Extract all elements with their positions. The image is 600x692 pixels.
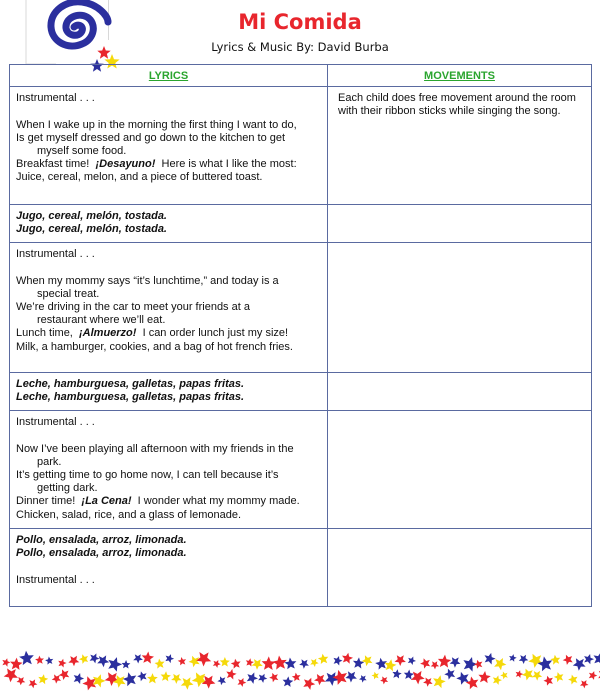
star-icon — [494, 658, 506, 670]
lyric-line: special treat. — [37, 287, 100, 300]
lyric-line: When my mommy says “it’s lunchtime,” and today is a — [16, 274, 279, 287]
star-icon — [474, 660, 483, 669]
star-icon — [269, 673, 278, 682]
star-icon — [375, 658, 387, 670]
star-icon — [395, 655, 406, 666]
star-icon — [17, 677, 26, 685]
star-icon — [431, 661, 439, 669]
star-icon — [333, 670, 348, 685]
lyric-line: Instrumental . . . — [16, 248, 95, 261]
star-icon — [408, 657, 416, 666]
star-icon — [35, 656, 44, 665]
star-icon — [563, 655, 573, 665]
table-row — [10, 87, 592, 205]
star-icon — [292, 673, 301, 682]
star-icon — [74, 673, 84, 684]
star-icon — [29, 679, 38, 688]
star-icon — [161, 671, 171, 681]
chorus-cell — [10, 205, 328, 243]
movements-column-header: MOVEMENTS — [328, 65, 592, 87]
page-title: Mi Comida — [238, 10, 362, 34]
star-icon — [217, 676, 226, 685]
star-icon — [59, 669, 70, 680]
star-icon — [345, 671, 357, 682]
star-icon — [423, 678, 433, 687]
lyric-line: Instrumental . . . — [16, 573, 95, 586]
star-icon — [334, 656, 343, 666]
star-icon — [478, 671, 490, 683]
lyric-line: Is get myself dressed and go down to the kitchen to get — [16, 131, 286, 144]
star-icon — [238, 678, 247, 687]
star-icon — [231, 659, 241, 669]
star-icon — [45, 657, 53, 665]
lyrics-cell — [10, 411, 328, 529]
star-icon — [359, 675, 367, 683]
star-icon — [303, 678, 315, 690]
star-icon — [485, 653, 496, 665]
star-icon — [433, 675, 446, 688]
star-icon — [353, 657, 364, 668]
table-row — [10, 373, 592, 411]
star-icon — [155, 659, 165, 669]
lyric-line: Instrumental . . . — [16, 416, 95, 429]
star-icon — [97, 655, 109, 667]
star-icon — [411, 671, 425, 685]
star-icon — [226, 669, 236, 680]
star-icon — [299, 659, 309, 669]
chorus-line: Leche, hamburguesa, galletas, papas fritas. — [16, 378, 245, 391]
star-icon — [544, 676, 553, 686]
lyric-line: Lunch time, ¡Almuerzo! I can order lunch just my size! — [16, 327, 289, 340]
star-icon — [10, 658, 23, 670]
star-icon — [258, 674, 267, 683]
lyrics-cell — [10, 243, 328, 373]
lyric-line: Instrumental . . . — [16, 92, 95, 105]
star-icon — [516, 670, 524, 678]
star-icon — [2, 658, 10, 667]
star-icon — [178, 657, 186, 665]
spanish-word: ¡Desayuno! — [95, 158, 156, 171]
lyrics-column-header: LYRICS — [10, 65, 328, 87]
star-icon — [310, 659, 319, 668]
chorus-cell — [10, 373, 328, 411]
movements-cell — [328, 87, 592, 205]
lyric-line: Milk, a hamburger, cookies, and a bag of hot french fries. — [16, 340, 293, 353]
star-icon — [522, 669, 534, 681]
star-icon — [79, 654, 88, 664]
star-icon — [38, 674, 48, 684]
page-subtitle: Lyrics & Music By: David Burba — [211, 40, 389, 54]
star-icon — [171, 674, 182, 684]
star-icon — [362, 655, 373, 666]
lyric-line: park. — [37, 455, 62, 468]
lyric-line: myself some food. — [37, 145, 127, 157]
table-header-row — [10, 65, 592, 87]
star-icon — [584, 654, 594, 664]
star-icon — [509, 654, 517, 662]
movements-cell — [328, 205, 592, 243]
lyric-line: Chicken, salad, rice, and a glass of lemonade. — [16, 508, 242, 521]
lyric-line: We’re driving in the car to meet your friends at a — [16, 301, 250, 313]
lyric-line: Now I’ve been playing all afternoon with my friends in the — [16, 442, 294, 455]
chorus-line: Jugo, cereal, melón, tostada. — [16, 210, 167, 223]
star-icon — [262, 656, 276, 670]
star-icon — [247, 672, 258, 684]
star-border-decoration — [0, 648, 600, 692]
star-icon — [196, 652, 211, 667]
table-row — [10, 243, 592, 373]
table-row — [10, 411, 592, 529]
star-icon — [318, 654, 328, 664]
lyric-line: getting dark. — [37, 482, 98, 495]
star-icon — [4, 668, 18, 682]
lyric-line: Breakfast time! ¡Desayuno! Here is what I like the most: — [16, 158, 297, 171]
lyric-line: It’s getting time to go home now, I can tell because it’s — [16, 469, 279, 481]
star-icon — [438, 655, 451, 668]
star-icon — [52, 674, 61, 683]
star-icon — [532, 671, 542, 681]
star-icon — [220, 657, 230, 667]
star-icon — [392, 669, 401, 678]
chorus-line: Leche, hamburguesa, galletas, papas fritas. — [16, 391, 245, 404]
star-icon — [181, 677, 194, 690]
lyric-line: restaurant where we’ll eat. — [37, 314, 166, 327]
movements-cell — [328, 373, 592, 411]
star-icon — [528, 654, 542, 668]
star-icon — [450, 657, 461, 668]
star-icon — [147, 673, 158, 683]
star-icon — [589, 671, 598, 680]
movements-cell — [328, 411, 592, 529]
star-icon — [554, 672, 564, 682]
star-icon — [372, 672, 379, 680]
star-icon — [97, 46, 110, 59]
star-icon — [283, 676, 294, 687]
table-row — [10, 205, 592, 243]
table-row — [10, 529, 592, 607]
star-icon — [444, 669, 455, 680]
chorus-line: Pollo, ensalada, arroz, limonada. — [16, 534, 187, 547]
movements-cell — [328, 529, 592, 607]
star-icon — [108, 657, 122, 672]
lyric-line: Juice, cereal, melon, and a piece of buttered toast. — [16, 171, 263, 184]
star-icon — [380, 676, 388, 684]
star-icon — [284, 658, 296, 670]
star-icon — [142, 652, 154, 664]
star-icon — [68, 656, 79, 667]
chorus-line: Pollo, ensalada, arroz, limonada. — [16, 547, 187, 560]
chorus-cell — [10, 529, 328, 607]
spanish-word: ¡La Cena! — [81, 495, 132, 508]
star-icon — [580, 680, 589, 688]
star-icon — [189, 656, 200, 667]
star-icon — [594, 652, 600, 665]
star-icon — [58, 659, 66, 668]
song-table — [9, 64, 592, 607]
lyric-line: When I wake up in the morning the first thing I want to do, — [16, 118, 297, 131]
star-icon — [500, 672, 508, 680]
star-icon — [122, 660, 131, 669]
star-icon — [573, 658, 586, 671]
star-icon — [342, 653, 353, 664]
lyrics-cell — [10, 87, 328, 205]
star-icon — [202, 676, 216, 689]
star-icon — [314, 674, 326, 685]
star-icon — [252, 659, 263, 670]
star-icon — [519, 655, 529, 664]
star-icon — [420, 658, 430, 668]
spanish-word: ¡Almuerzo! — [79, 327, 137, 340]
lyric-line: Dinner time! ¡La Cena! I wonder what my mommy made. — [16, 495, 300, 508]
star-icon — [133, 654, 143, 663]
movements-cell — [328, 243, 592, 373]
star-icon — [105, 672, 119, 686]
chorus-line: Jugo, cereal, melón, tostada. — [16, 223, 167, 236]
star-icon — [213, 660, 221, 668]
star-icon — [192, 672, 207, 687]
star-icon — [165, 654, 174, 663]
star-icon — [90, 653, 100, 663]
star-icon — [550, 655, 560, 665]
star-icon — [466, 677, 479, 690]
star-icon — [493, 675, 502, 685]
star-icon — [137, 671, 146, 681]
star-icon — [404, 670, 414, 680]
star-icon — [568, 675, 577, 685]
star-icon — [385, 659, 397, 671]
movement-text: Each child does free movement around the room with their ribbon sticks while singing the song. — [338, 92, 576, 118]
